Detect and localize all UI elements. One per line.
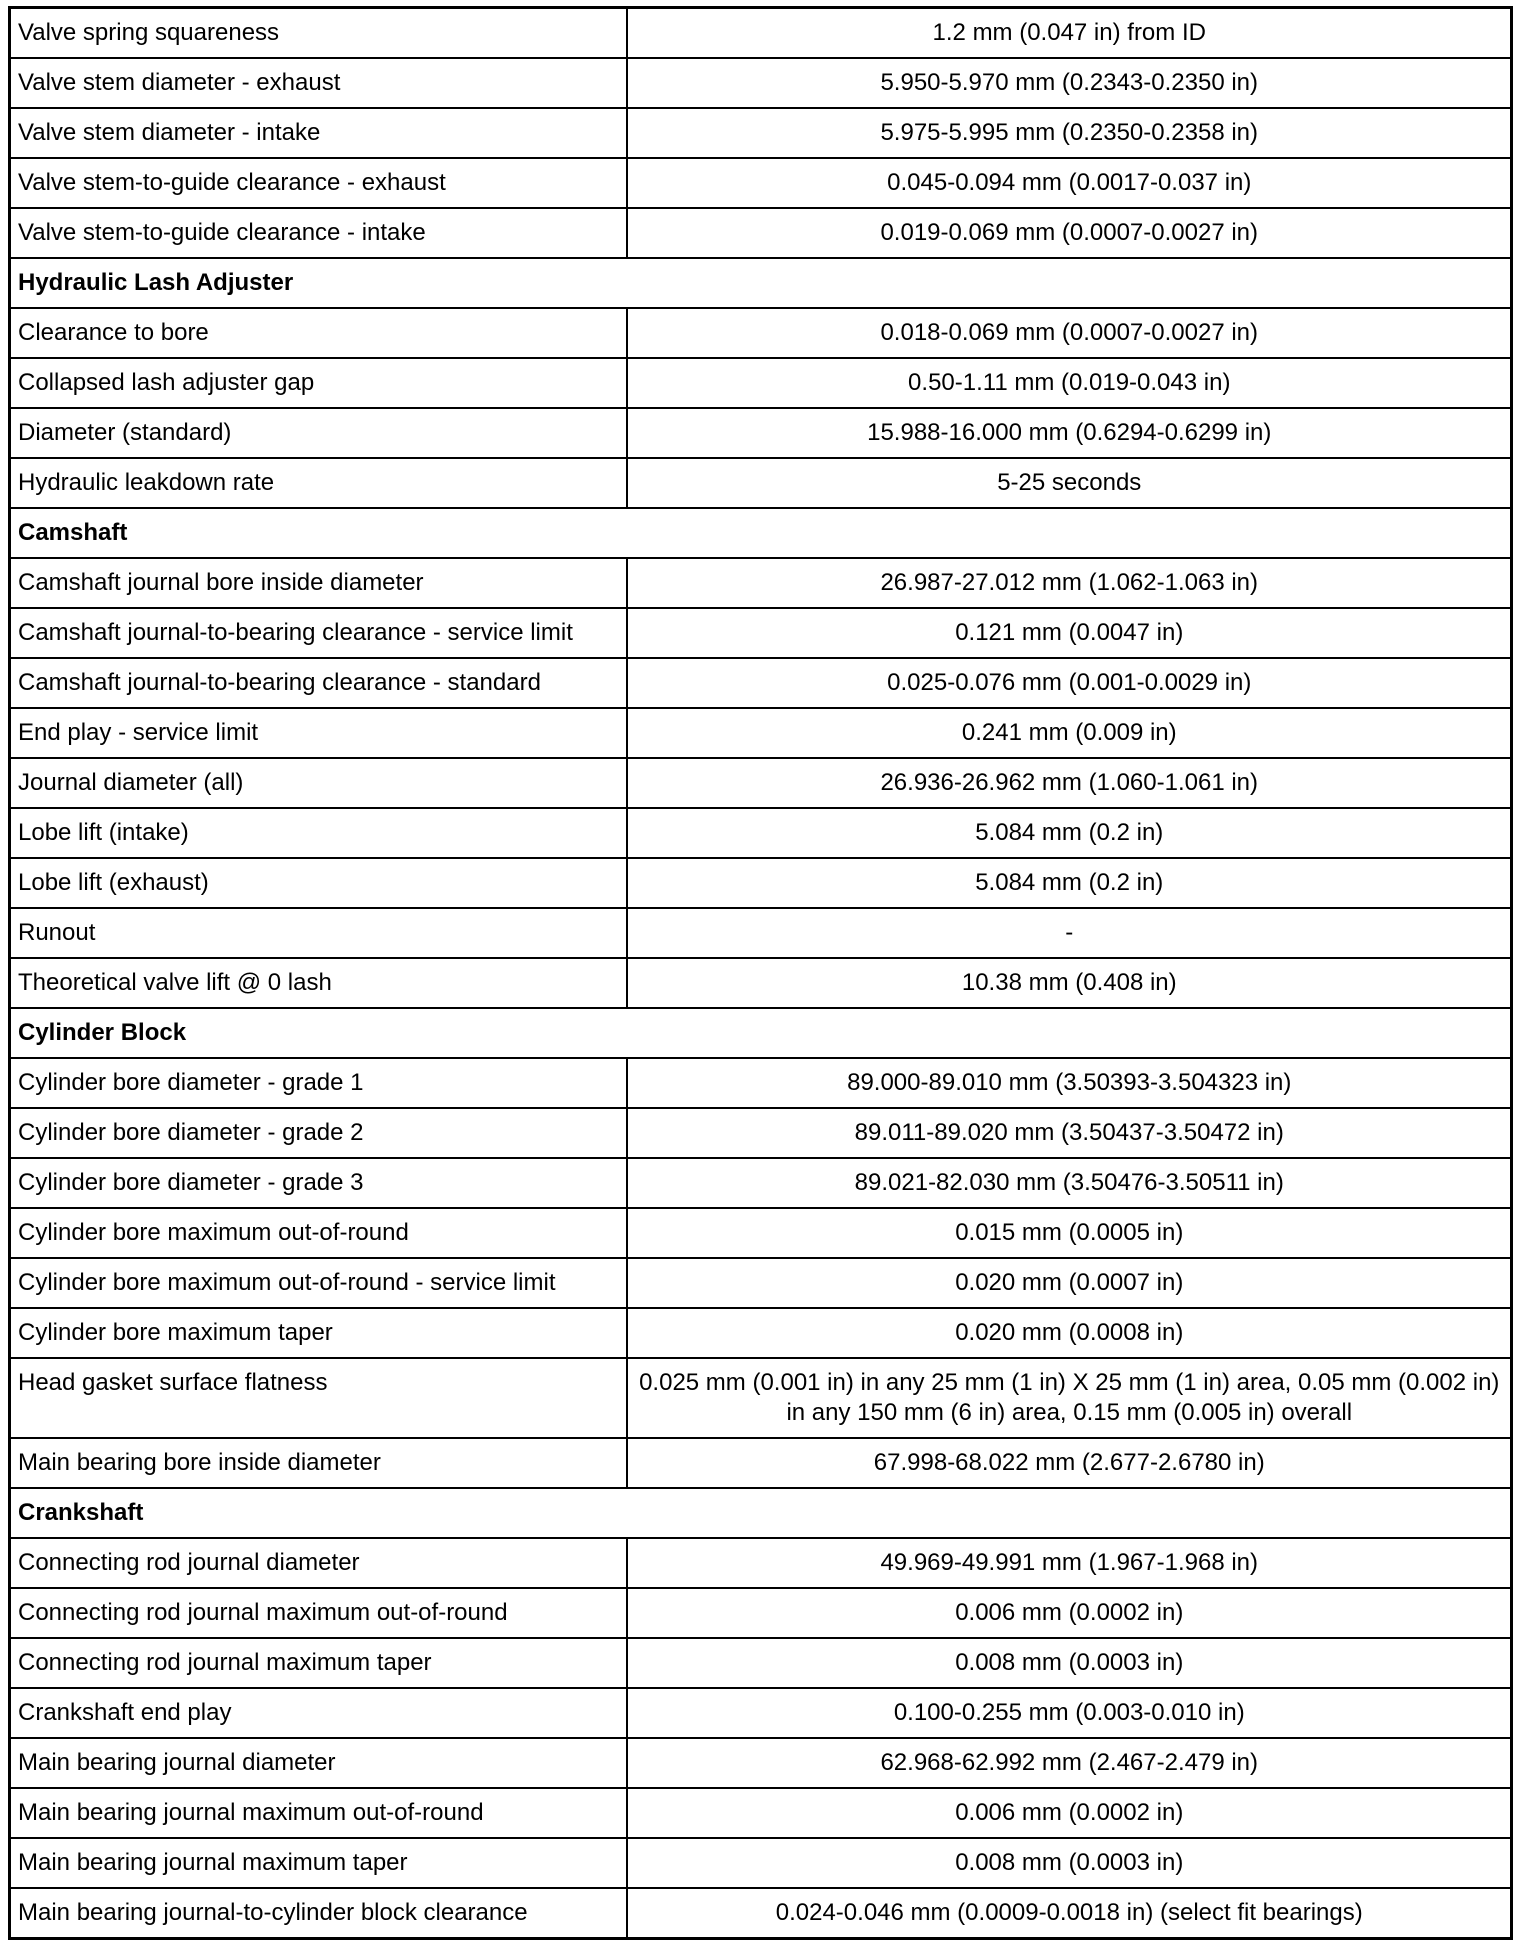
table-row: [10, 1208, 1512, 1258]
spec-label: Cylinder bore maximum out-of-round: [10, 1208, 627, 1258]
spec-label: Valve spring squareness: [10, 8, 627, 59]
spec-label: Connecting rod journal maximum out-of-round: [10, 1588, 627, 1638]
spec-label: Cylinder bore diameter - grade 2: [10, 1108, 627, 1158]
table-row: [10, 358, 1512, 408]
spec-label: Main bearing bore inside diameter: [10, 1438, 627, 1488]
spec-value: 26.936-26.962 mm (1.060-1.061 in): [627, 758, 1512, 808]
spec-value: 5.084 mm (0.2 in): [627, 808, 1512, 858]
spec-label: Cylinder bore diameter - grade 1: [10, 1058, 627, 1108]
spec-value: 62.968-62.992 mm (2.467-2.479 in): [627, 1738, 1512, 1788]
spec-label: Runout: [10, 908, 627, 958]
table-row: [10, 908, 1512, 958]
table-row: [10, 408, 1512, 458]
spec-label: Clearance to bore: [10, 308, 627, 358]
section-title: Hydraulic Lash Adjuster: [10, 258, 1512, 308]
spec-value: 26.987-27.012 mm (1.062-1.063 in): [627, 558, 1512, 608]
spec-label: Camshaft journal bore inside diameter: [10, 558, 627, 608]
spec-value: 0.50-1.11 mm (0.019-0.043 in): [627, 358, 1512, 408]
spec-label: Diameter (standard): [10, 408, 627, 458]
table-row: [10, 1738, 1512, 1788]
spec-value: 0.025 mm (0.001 in) in any 25 mm (1 in) X 25 mm (1 in) area, 0.05 mm (0.002 in) in any 150 mm (6 in) area, 0.15 mm (0.005 in) overall: [627, 1358, 1512, 1438]
table-row: [10, 1108, 1512, 1158]
spec-label: Camshaft journal-to-bearing clearance - service limit: [10, 608, 627, 658]
table-row: [10, 1638, 1512, 1688]
spec-value: 1.2 mm (0.047 in) from ID: [627, 8, 1512, 59]
table-row: [10, 308, 1512, 358]
table-row: [10, 808, 1512, 858]
table-row: [10, 208, 1512, 258]
spec-label: Hydraulic leakdown rate: [10, 458, 627, 508]
spec-label: Connecting rod journal diameter: [10, 1538, 627, 1588]
spec-label: Camshaft journal-to-bearing clearance - standard: [10, 658, 627, 708]
spec-value: 0.025-0.076 mm (0.001-0.0029 in): [627, 658, 1512, 708]
spec-value: 0.100-0.255 mm (0.003-0.010 in): [627, 1688, 1512, 1738]
spec-value: 0.008 mm (0.0003 in): [627, 1838, 1512, 1888]
spec-value: 67.998-68.022 mm (2.677-2.6780 in): [627, 1438, 1512, 1488]
spec-value: 89.021-82.030 mm (3.50476-3.50511 in): [627, 1158, 1512, 1208]
table-row: [10, 108, 1512, 158]
table-row: [10, 1438, 1512, 1488]
spec-label: Main bearing journal maximum taper: [10, 1838, 627, 1888]
section-title: Camshaft: [10, 508, 1512, 558]
table-row: [10, 1588, 1512, 1638]
spec-label: Cylinder bore maximum out-of-round - service limit: [10, 1258, 627, 1308]
table-row: [10, 1838, 1512, 1888]
spec-label: Valve stem diameter - exhaust: [10, 58, 627, 108]
table-row: [10, 1888, 1512, 1939]
table-row: [10, 458, 1512, 508]
section-header-row: [10, 1008, 1512, 1058]
table-row: [10, 658, 1512, 708]
spec-label: Head gasket surface flatness: [10, 1358, 627, 1438]
table-row: [10, 858, 1512, 908]
table-row: [10, 1688, 1512, 1738]
table-row: [10, 1258, 1512, 1308]
table-row: [10, 758, 1512, 808]
spec-label: Connecting rod journal maximum taper: [10, 1638, 627, 1688]
spec-label: Collapsed lash adjuster gap: [10, 358, 627, 408]
spec-value: 0.019-0.069 mm (0.0007-0.0027 in): [627, 208, 1512, 258]
table-row: [10, 1538, 1512, 1588]
table-row: [10, 1158, 1512, 1208]
spec-value: 0.008 mm (0.0003 in): [627, 1638, 1512, 1688]
table-row: [10, 158, 1512, 208]
specifications-table: [8, 6, 1513, 1940]
spec-value: 89.011-89.020 mm (3.50437-3.50472 in): [627, 1108, 1512, 1158]
spec-label: Cylinder bore maximum taper: [10, 1308, 627, 1358]
spec-value: 0.241 mm (0.009 in): [627, 708, 1512, 758]
spec-value: 5.084 mm (0.2 in): [627, 858, 1512, 908]
spec-value: 0.020 mm (0.0007 in): [627, 1258, 1512, 1308]
spec-label: End play - service limit: [10, 708, 627, 758]
table-row: [10, 608, 1512, 658]
specifications-table-body: [10, 8, 1512, 1939]
spec-value: 0.006 mm (0.0002 in): [627, 1588, 1512, 1638]
spec-label: Cylinder bore diameter - grade 3: [10, 1158, 627, 1208]
section-header-row: [10, 258, 1512, 308]
spec-value: -: [627, 908, 1512, 958]
spec-value: 5.950-5.970 mm (0.2343-0.2350 in): [627, 58, 1512, 108]
spec-value: 0.045-0.094 mm (0.0017-0.037 in): [627, 158, 1512, 208]
spec-label: Valve stem-to-guide clearance - exhaust: [10, 158, 627, 208]
spec-value: 5.975-5.995 mm (0.2350-0.2358 in): [627, 108, 1512, 158]
spec-label: Crankshaft end play: [10, 1688, 627, 1738]
table-row: [10, 1058, 1512, 1108]
spec-label: Lobe lift (intake): [10, 808, 627, 858]
spec-label: Journal diameter (all): [10, 758, 627, 808]
section-header-row: [10, 1488, 1512, 1538]
section-header-row: [10, 508, 1512, 558]
spec-value: 49.969-49.991 mm (1.967-1.968 in): [627, 1538, 1512, 1588]
table-row: [10, 1788, 1512, 1838]
spec-value: 5-25 seconds: [627, 458, 1512, 508]
spec-value: 15.988-16.000 mm (0.6294-0.6299 in): [627, 408, 1512, 458]
spec-label: Valve stem diameter - intake: [10, 108, 627, 158]
section-title: Crankshaft: [10, 1488, 1512, 1538]
spec-value: 0.018-0.069 mm (0.0007-0.0027 in): [627, 308, 1512, 358]
spec-value: 0.121 mm (0.0047 in): [627, 608, 1512, 658]
spec-value: 10.38 mm (0.408 in): [627, 958, 1512, 1008]
table-row: [10, 708, 1512, 758]
spec-label: Main bearing journal-to-cylinder block clearance: [10, 1888, 627, 1939]
spec-value: 0.006 mm (0.0002 in): [627, 1788, 1512, 1838]
spec-label: Main bearing journal diameter: [10, 1738, 627, 1788]
spec-label: Main bearing journal maximum out-of-round: [10, 1788, 627, 1838]
spec-value: 89.000-89.010 mm (3.50393-3.504323 in): [627, 1058, 1512, 1108]
table-row: [10, 1358, 1512, 1438]
table-row: [10, 958, 1512, 1008]
section-title: Cylinder Block: [10, 1008, 1512, 1058]
spec-label: Theoretical valve lift @ 0 lash: [10, 958, 627, 1008]
spec-label: Lobe lift (exhaust): [10, 858, 627, 908]
spec-value: 0.015 mm (0.0005 in): [627, 1208, 1512, 1258]
table-row: [10, 8, 1512, 59]
spec-value: 0.020 mm (0.0008 in): [627, 1308, 1512, 1358]
spec-value: 0.024-0.046 mm (0.0009-0.0018 in) (select fit bearings): [627, 1888, 1512, 1939]
table-row: [10, 58, 1512, 108]
table-row: [10, 558, 1512, 608]
spec-label: Valve stem-to-guide clearance - intake: [10, 208, 627, 258]
table-row: [10, 1308, 1512, 1358]
